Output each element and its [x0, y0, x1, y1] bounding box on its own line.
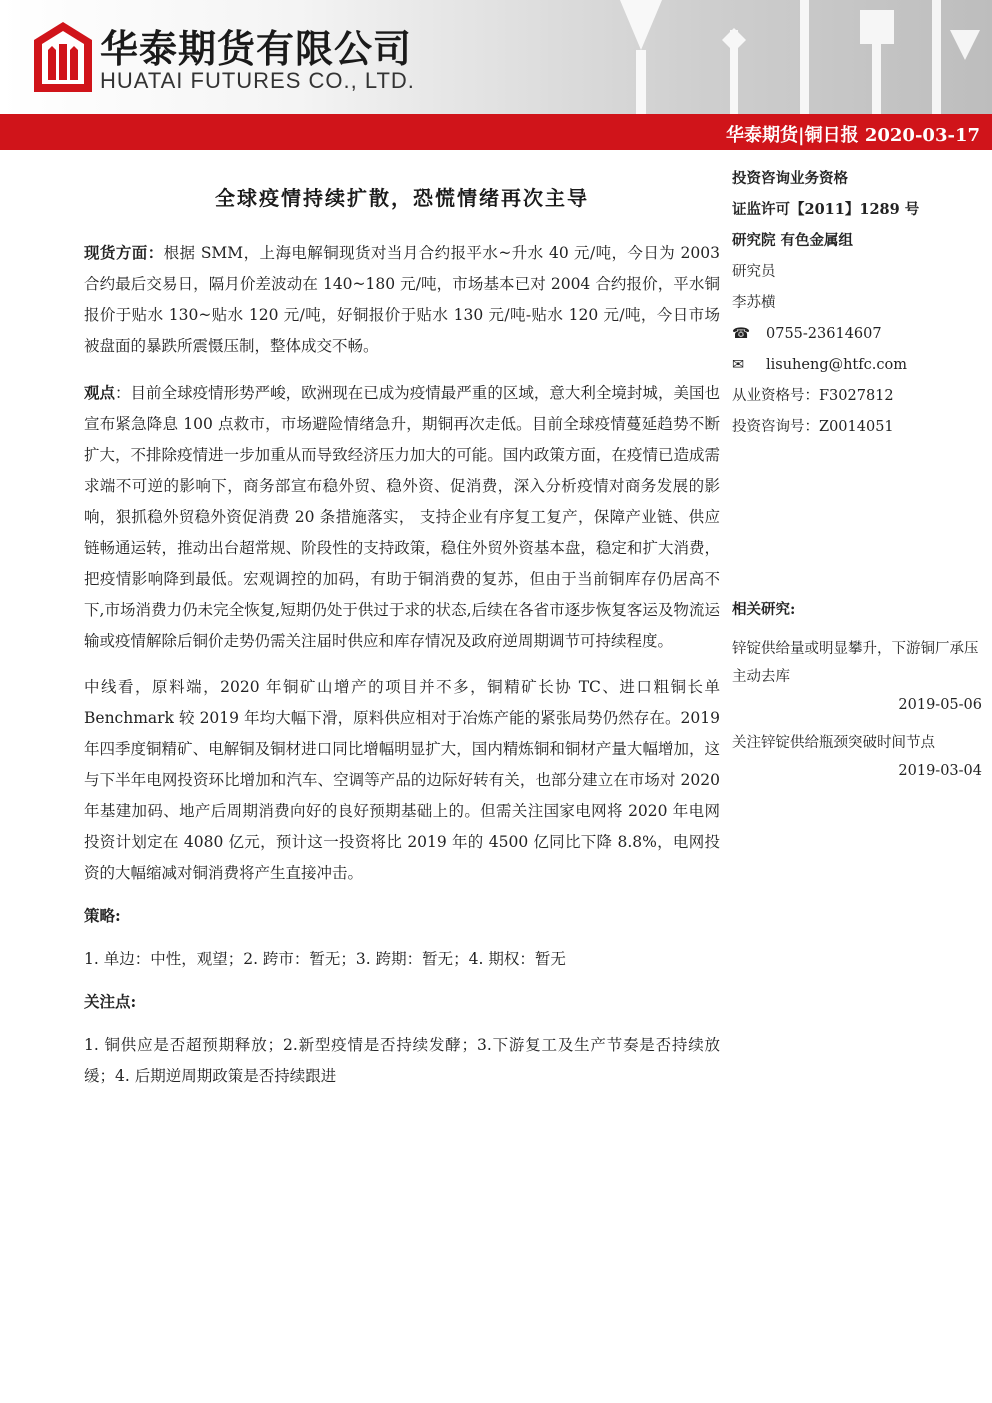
- spot-text: 根据 SMM，上海电解铜现货对当月合约报平水~升水 40 元/吨，今日为 2003 合约最后交易日，隔月价差波动在 140~180 元/吨，市场基本已对 2004 合约报价，平水铜报价于贴水 130~贴水 120 元/吨，好铜报价于贴水 130 元/吨-贴水 120 元/吨，今日市场被盘面的暴跌所震慑压制，整体成交不畅。: [84, 244, 720, 355]
- email-icon: ✉: [732, 357, 745, 373]
- mid-term-paragraph: 中线看，原料端，2020 年铜矿山增产的项目并不多，铜精矿长协 TC、进口粗铜长单 Benchmark 较 2019 年均大幅下滑，原料供应相对于冶炼产能的紧张局势仍然存在。2019 年四季度铜精矿、电解铜及铜材进口同比增幅明显扩大，国内精炼铜和铜材产量大幅增加，这与下半年电网投资环比增加和汽车、空调等产品的边际好转有关，也部分建立在市场对 2020 年基建加码、地产后周期消费向好的良好预期基础上的。但需关注国家电网将 2020 年电网投资计划定在 4080 亿元，预计这一投资将比 2019 年的 4500 亿同比下降 8.8%，电网投资的大幅缩减对铜消费将产生直接冲击。: [84, 678, 720, 882]
- report-body: [84, 182, 720, 1107]
- related-item-title[interactable]: 关注锌锭供给瓶颈突破时间节点: [732, 735, 935, 751]
- view-paragraph: [84, 377, 720, 657]
- related-item-title[interactable]: 锌锭供给量或明显攀升，下游铜厂承压主动去库: [732, 641, 979, 685]
- related-research-heading: 相关研究:: [732, 601, 796, 618]
- view-label: 观点: [84, 383, 116, 402]
- analyst-role: 研究员: [732, 264, 776, 280]
- consulting-cert: 投资咨询号：Z0014051: [732, 419, 894, 435]
- focus-text: 1. 铜供应是否超预期释放；2.新型疫情是否持续发酵；3.下游复工及生产节奏是否持续放缓；4. 后期逆周期政策是否持续跟进: [84, 1036, 720, 1085]
- company-name-cn: 华泰期货有限公司: [100, 27, 413, 71]
- license-number: 证监许可【2011】1289 号: [732, 201, 920, 218]
- analyst-sidebar: [732, 168, 982, 447]
- report-title-bar: [0, 114, 992, 150]
- page-header: [0, 0, 992, 114]
- phone-icon: ☎: [732, 326, 751, 342]
- strategy-text: 1. 单边：中性，观望；2. 跨市：暂无；3. 跨期：暂无；4. 期权：暂无: [84, 950, 566, 968]
- view-text: ：目前全球疫情形势严峻，欧洲现在已成为疫情最严重的区域，意大利全境封城，美国也宣布紧急降息 100 点救市，市场避险情绪急升，期铜再次走低。目前全球疫情蔓延趋势不断扩大，不排除疫情进一步加重从而导致经济压力加大的可能。国内政策方面，在疫情已造成需求端不可逆的影响下，商务部宣布稳外贸、稳外资、促消费，深入分析疫情对商务发展的影响，狠抓稳外贸稳外资促消费 20 条措施落实， 支持企业有序复工复产，保障产业链、供应链畅通运转，推动出台超常规、阶段性的支持政策，稳住外贸外资基本盘，稳定和扩大消费，把疫情影响降到最低。宏观调控的加码，有助于铜消费的复苏，但由于当前铜库存仍居高不下,市场消费力仍未完全恢复,短期仍处于供过于求的状态,后续在各省市逐步恢复客运及物流运输或疫情解除后铜价走势仍需关注届时供应和库存情况及政府逆周期调节可持续程度。: [84, 384, 720, 650]
- spot-label: 现货方面：: [84, 243, 164, 262]
- focus-heading: 关注点:: [84, 992, 137, 1011]
- report-title: 全球疫情持续扩散，恐慌情绪再次主导: [215, 186, 589, 210]
- header-decoration: [560, 0, 992, 114]
- company-name-en: HUATAI FUTURES CO., LTD.: [100, 68, 415, 93]
- report-title-bar-text: 华泰期货|铜日报 2020-03-17: [726, 125, 980, 146]
- company-logo-icon: [34, 22, 92, 92]
- related-item-date: 2019-03-04: [898, 763, 982, 779]
- phone-number: 0755-23614607: [766, 326, 882, 342]
- related-item-date: 2019-05-06: [898, 697, 982, 713]
- department: 研究院 有色金属组: [732, 232, 854, 249]
- phone-row: [732, 323, 982, 354]
- practitioner-cert: 从业资格号：F3027812: [732, 388, 894, 404]
- qualification-label: 投资咨询业务资格: [732, 170, 848, 187]
- email-row: [732, 354, 982, 385]
- strategy-heading: 策略:: [84, 906, 121, 925]
- email-address[interactable]: lisuheng@htfc.com: [766, 357, 907, 373]
- related-research: [732, 598, 982, 795]
- spot-paragraph: [84, 237, 720, 362]
- analyst-name: 李苏横: [732, 295, 776, 311]
